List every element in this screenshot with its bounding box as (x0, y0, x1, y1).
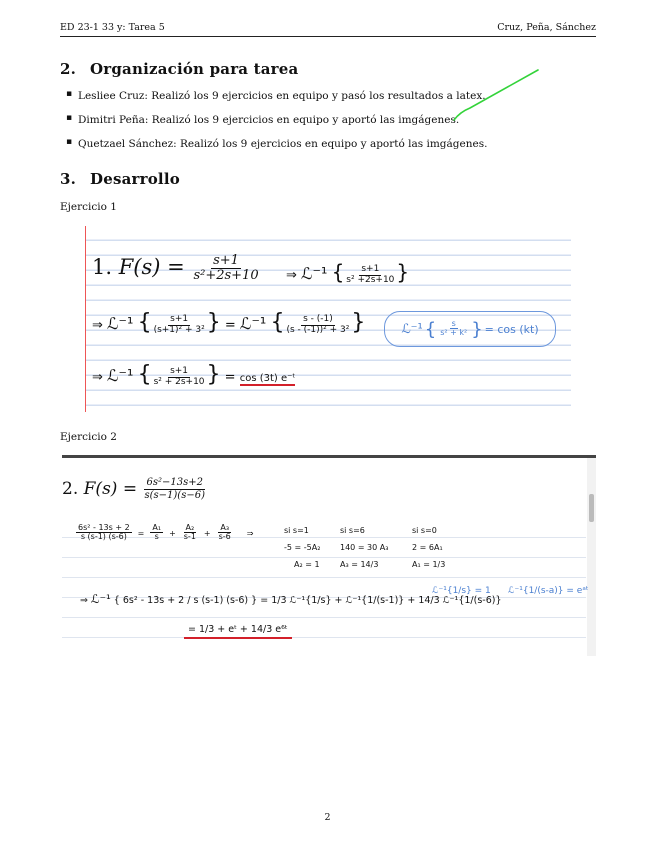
ex1-line2: ⇒ ℒ⁻¹ { $\frac{s+1}{\text{(s+1)² + 3²}}$ } = ℒ⁻¹ { $\frac{s - (-1)}{\text{(s - (-1))² + 3²}}$ } (92, 310, 366, 335)
ex1-fraction (191, 254, 260, 283)
bullet-item: ▪ Lesliee Cruz: Realizó los 9 ejercicios en equipo y pasó los resultados a latex. (78, 90, 486, 102)
ex1-l2b-num: s - (-1) (303, 314, 333, 325)
ex1-note-op: ℒ⁻¹ (401, 321, 423, 337)
ex2-pf-term-den: s-1 (183, 532, 196, 542)
ex1-l3-frac (152, 367, 207, 387)
ex1-result: cos (3t) e⁻ᵗ (239, 373, 296, 384)
ex1-l2a-den: (s+1)² + 3² (153, 324, 205, 335)
ex2-pf-term-den: s-6 (218, 532, 231, 542)
exercise-1-notebook-image (85, 226, 571, 412)
ex1-num: s+1 (213, 253, 239, 268)
ex2-coef-line: 2 = 6A₁ (412, 543, 443, 552)
ex2-label: 2. (62, 478, 79, 499)
ex1-den: s²+2s+10 (193, 267, 259, 283)
ex1-l1-den: s² +2s+10 (346, 274, 395, 285)
ex2-inv-den: s (s-1) (s-6) (193, 595, 249, 606)
ex2-coef-line: A₂ = 1 (294, 560, 320, 569)
section-3-title: Desarrollo (90, 170, 180, 188)
ex1-note-num: s (451, 318, 456, 328)
ex2-scrollbar-thumb (589, 494, 594, 522)
exercise-2-notebook-image (62, 455, 596, 656)
section-3-number: 3. (60, 170, 77, 188)
ex2-inv-expansion: = 1/3 ℒ⁻¹{1/s} + ℒ⁻¹{1/(s-1)} + 14/3 ℒ⁻¹{1/(s-6)} (260, 595, 502, 606)
section-3-heading (60, 170, 180, 188)
ex2-blue-note-2: ℒ⁻¹{1/(s-a)} = eᵃᵗ (508, 586, 589, 596)
ex1-note-result: = cos (kt) (484, 322, 539, 336)
ex1-given (92, 254, 261, 283)
ex2-partial-fractions: $\frac{\text{6s² - 13s + 2}}{s (s-1) (s-6)}$ = $\frac{\text{A₁}}{s}$ + $\frac{\text{A₂}}{s-1}$ + $\frac{\text{A₃}}{s-6}$ ⇒ (78, 523, 254, 542)
ex2-coef-col-1 (284, 522, 320, 573)
header-right: Cruz, Peña, Sánchez (497, 22, 596, 33)
exercise-2-caption: Ejercicio 2 (60, 431, 117, 443)
ex2-pf-frac (76, 524, 132, 542)
ex1-inv-op: ℒ⁻¹ (107, 314, 134, 333)
ex2-pf-term-den: s (154, 532, 159, 542)
ex1-l2b-den: (s - (-1))² + 3² (286, 324, 350, 335)
ex2-pf-term-num: A₁ (152, 523, 162, 532)
ex1-l2b-frac (284, 315, 351, 335)
ex2-given (62, 478, 207, 501)
exercise-1-caption: Ejercicio 1 (60, 201, 117, 213)
bullet-item: ▪ Dimitri Peña: Realizó los 9 ejercicios en equipo y aportó las imgágenes. (78, 114, 459, 126)
ex1-l2a-frac (152, 315, 207, 335)
ex2-coef-line: si s=6 (340, 526, 365, 535)
ex1-inv-op: ℒ⁻¹ (301, 264, 328, 283)
green-check-stroke (450, 64, 545, 126)
ex2-inverse-line: ⇒ ℒ⁻¹ { 6s² - 13s + 2 / s (s-1) (s-6) } = 1/3 ℒ⁻¹{1/s} + ℒ⁻¹{1/(s-1)} + 14/3 ℒ⁻¹{1/(s-6)} (80, 592, 502, 606)
ex2-pf-num: 6s² - 13s + 2 (78, 523, 130, 532)
ex1-l3-num: s+1 (170, 366, 189, 377)
ex2-coef-col-3 (412, 522, 445, 573)
ex2-coef-line: A₁ = 1/3 (412, 560, 446, 569)
ex1-inv-op: ℒ⁻¹ (239, 314, 267, 333)
ex1-line1-inverse: ⇒ ℒ⁻¹ { $\frac{s+1}{\text{s² +2s+10}}$ } (286, 260, 410, 285)
ex1-l2a-num: s+1 (170, 314, 189, 325)
ex2-lhs: F(s) = (83, 478, 138, 499)
ex2-pf-term (182, 524, 198, 542)
ex2-pf-term-num: A₃ (220, 523, 230, 532)
ex2-inv-op: ℒ⁻¹ (90, 592, 111, 606)
ex2-coef-line: si s=0 (412, 526, 437, 535)
ex1-note-den: s² + k² (440, 328, 468, 338)
ex2-fraction (142, 478, 206, 501)
ex2-coef-line: A₃ = 14/3 (340, 560, 379, 569)
page-number: 2 (324, 812, 331, 823)
ex1-inv-op: ℒ⁻¹ (107, 366, 134, 385)
ex2-pf-den: s (s-1) (s-6) (80, 532, 127, 542)
ex1-l1-frac (344, 265, 396, 285)
ex2-pf-term-num: A₂ (185, 523, 195, 532)
ex2-coef-line: si s=1 (284, 526, 309, 535)
ex1-lhs: F(s) = (118, 254, 185, 279)
header-left: ED 23-1 33 y: Tarea 5 (60, 22, 165, 33)
ex2-pf-term (150, 524, 163, 542)
header-rule (60, 36, 596, 37)
ex2-blue-note-1: ℒ⁻¹{1/s} = 1 (432, 586, 491, 596)
ex2-coef-col-2 (340, 522, 388, 573)
ex1-l1-num: s+1 (361, 264, 380, 275)
ex2-coef-line: 140 = 30 A₃ (340, 543, 389, 552)
ex2-result: = 1/3 + eᵗ + 14/3 e⁶ᵗ (184, 624, 292, 639)
ex1-blue-note: ℒ⁻¹ { $\frac{s}{\text{s² + k²}}$ } = cos (kt) (384, 311, 556, 347)
section-2-number: 2. (60, 60, 77, 78)
ex2-coef-line: -5 = -5A₂ (284, 543, 321, 552)
section-2-title: Organización para tarea (90, 60, 299, 78)
ex2-num: 6s²−13s+2 (146, 477, 203, 488)
ex2-scrollbar-track (587, 458, 596, 656)
bullet-item: ▪ Quetzael Sánchez: Realizó los 9 ejercicios en equipo y aportó las imgágenes. (78, 138, 487, 150)
ex2-inv-num: 6s² - 13s + 2 (122, 595, 185, 606)
ex1-note-frac (438, 320, 469, 338)
ex2-den: s(s−1)(s−6) (144, 489, 205, 501)
ex1-l3-den: s² + 2s+10 (153, 376, 205, 387)
ex1-label: 1. (92, 254, 113, 279)
ex1-line3: ⇒ ℒ⁻¹ { $\frac{s+1}{\text{s² + 2s+10}}$ } = cos (3t) e⁻ᵗ (92, 362, 296, 387)
section-2-heading (60, 60, 298, 78)
ex2-pf-term (217, 524, 233, 542)
